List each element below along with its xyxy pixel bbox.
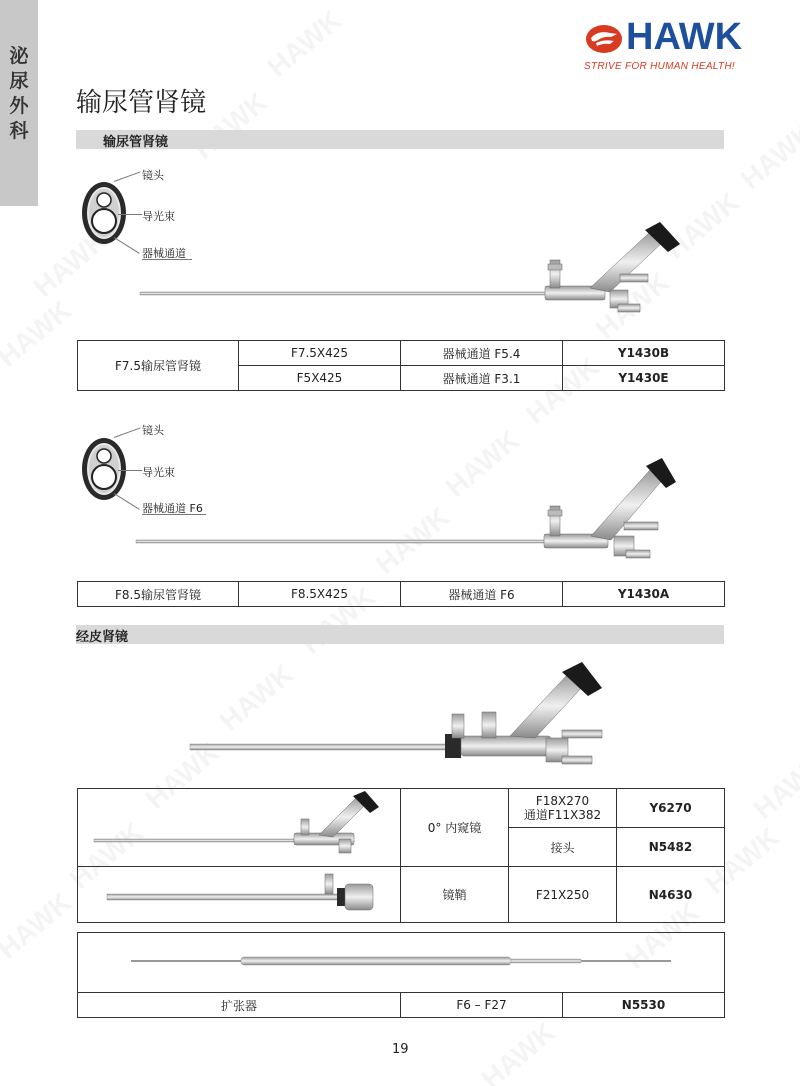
nephroscope-image-cell bbox=[78, 789, 401, 867]
channel-cell: 器械通道 F6 bbox=[401, 582, 563, 607]
watermark bbox=[0, 294, 78, 374]
product-code: N4630 bbox=[617, 867, 725, 923]
callout-lens: 镜头 bbox=[142, 424, 164, 437]
section-label: 经皮肾镜 bbox=[76, 630, 129, 645]
watermark bbox=[476, 1016, 562, 1086]
size-cell: F8.5X425 bbox=[239, 582, 401, 607]
spec-table-dilator bbox=[77, 932, 725, 1018]
cross-section-diagram bbox=[80, 436, 128, 502]
sheath-image-cell bbox=[78, 867, 401, 923]
product-code: N5482 bbox=[617, 828, 725, 867]
adapter-label: 接头 bbox=[509, 828, 617, 867]
nephroscope-image bbox=[190, 662, 610, 777]
section-header-nephroscope bbox=[76, 625, 724, 644]
section-label: 输尿管肾镜 bbox=[103, 135, 169, 150]
brand-name: HAWK bbox=[626, 16, 743, 58]
section-header-ureteroscope bbox=[76, 130, 724, 149]
spec-table-f85 bbox=[77, 581, 725, 607]
dilator-spec: F6 – F27 bbox=[401, 993, 563, 1018]
callout-lens: 镜头 bbox=[142, 169, 164, 182]
callout-channel: 器械通道 bbox=[142, 247, 186, 260]
channel-cell: 器械通道 F5.4 bbox=[401, 341, 563, 366]
nephroscope-thumbnail bbox=[89, 791, 389, 861]
product-code: Y1430A bbox=[563, 582, 725, 607]
cross-section-diagram bbox=[80, 180, 128, 246]
dilator-image-cell bbox=[78, 933, 725, 993]
channel-cell: 器械通道 F3.1 bbox=[401, 366, 563, 391]
page-number: 19 bbox=[392, 1042, 409, 1057]
hawk-logo-icon bbox=[586, 24, 622, 54]
callout-channel: 器械通道 F6 bbox=[142, 502, 203, 515]
size-cell: F7.5X425 bbox=[239, 341, 401, 366]
model-name: F7.5输尿管肾镜 bbox=[78, 341, 239, 391]
side-tab bbox=[0, 0, 38, 206]
brand-tagline: STRIVE FOR HUMAN HEALTH! bbox=[584, 61, 735, 72]
ureteroscope-image bbox=[140, 222, 680, 320]
product-code: Y1430B bbox=[563, 341, 725, 366]
sheath-thumbnail bbox=[89, 868, 389, 918]
spec-table-nephroscope bbox=[77, 788, 725, 923]
page-title: 输尿管肾镜 bbox=[76, 88, 207, 118]
dilator-image bbox=[131, 951, 671, 971]
product-code: Y1430E bbox=[563, 366, 725, 391]
product-code: N5530 bbox=[563, 993, 725, 1018]
callout-light-guide: 导光束 bbox=[142, 466, 175, 479]
spec-table-f75 bbox=[77, 340, 725, 391]
watermark bbox=[0, 886, 78, 966]
callout-leader bbox=[118, 214, 142, 215]
watermark bbox=[262, 4, 348, 84]
side-tab-label: 泌尿外科 bbox=[9, 45, 29, 142]
callout-light-guide: 导光束 bbox=[142, 210, 175, 223]
ureteroscope-image bbox=[136, 456, 676, 566]
dilator-name: 扩张器 bbox=[78, 993, 401, 1018]
scope-spec-line: 通道F11X382 bbox=[523, 808, 602, 822]
scope-spec-cell bbox=[509, 789, 617, 828]
watermark bbox=[735, 116, 800, 196]
scope-label: 0° 内窥镜 bbox=[401, 789, 509, 867]
watermark bbox=[748, 746, 800, 826]
model-name: F8.5输尿管肾镜 bbox=[78, 582, 239, 607]
product-code: Y6270 bbox=[617, 789, 725, 828]
sheath-label: 镜鞘 bbox=[401, 867, 509, 923]
size-cell: F5X425 bbox=[239, 366, 401, 391]
sheath-spec: F21X250 bbox=[509, 867, 617, 923]
scope-spec-line: F18X270 bbox=[535, 794, 590, 808]
